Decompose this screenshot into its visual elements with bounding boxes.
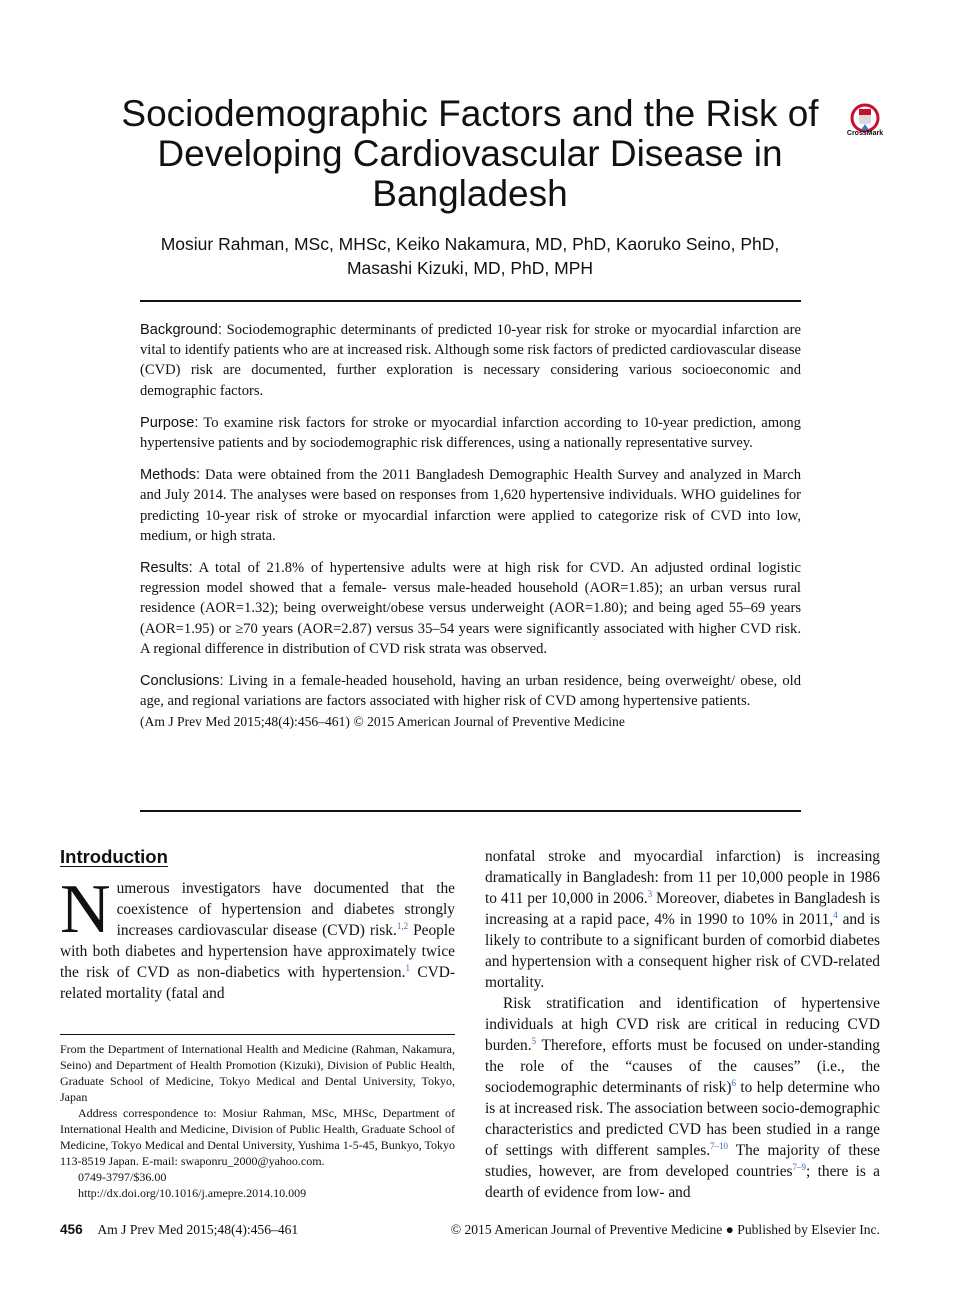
abstract-background (140, 320, 801, 401)
authors-line-1: Mosiur Rahman, MSc, MHSc, Keiko Nakamura, MD, PhD, Kaoruko Seino, PhD, (160, 234, 780, 254)
conclusions-heading: Conclusions: (140, 673, 224, 690)
reference-link[interactable]: 4 (833, 909, 838, 920)
page-number: 456 (60, 1222, 83, 1237)
abstract (140, 320, 801, 731)
conclusions-text: Living in a female-headed household, having an urban residence, being overweight/ obese, old age, and regional variations are factors associated with higher risk of CVD among hypertensive patients. (140, 673, 801, 710)
purpose-heading: Purpose: (140, 414, 199, 431)
background-text: Sociodemographic determinants of predicted 10-year risk for stroke or myocardial infarction are vital to identify patients who are at increased risk. Although some risk factors of predicted cardiovascular disease (CVD) risk are documented, further exploration is necessary considering various socioeconomic and demographic factors. (140, 322, 801, 399)
crossmark-icon[interactable] (848, 103, 882, 143)
reference-link[interactable]: 3 (647, 888, 653, 899)
reference-link[interactable]: 6 (731, 1077, 736, 1088)
intro-r1-text-a: nonfatal stroke and myocardial infarction) is increasing dramatically in Bangladesh: from 11 per 10,000 people in 1986 to 411 per 10,000 in 2006. (485, 848, 880, 907)
background-heading: Background: (140, 322, 222, 338)
intro-r1-text-c: and is likely to contribute to a significant burden of comorbid diabetes and hypertension with a consequent higher risk of CVD-related mortality. (485, 911, 880, 991)
doi-link[interactable]: http://dx.doi.org/10.1016/j.amepre.2014.10.009 (78, 1186, 307, 1200)
reference-link[interactable]: 7–10 (710, 1140, 729, 1151)
reference-link[interactable]: 7–9 (792, 1161, 807, 1172)
intro-r2-text-e: ; there is a dearth of evidence from low- and (485, 1163, 880, 1201)
abstract-results (140, 558, 801, 659)
reference-link[interactable]: 5 (531, 1035, 537, 1046)
drop-cap: N (60, 871, 111, 948)
reference-link[interactable]: 1 (405, 962, 410, 973)
author-list (120, 232, 820, 280)
intro-p1-text-b: People with both diabetes and hypertension have approximately twice the risk of CVD as non-diabetics with hypertension. (60, 922, 455, 981)
right-column (485, 846, 880, 1203)
footer-left (60, 1222, 298, 1238)
introduction-heading: Introduction (60, 846, 168, 867)
abstract-top-rule (140, 300, 801, 302)
results-heading: Results: (140, 560, 193, 577)
intro-p1-text-a: umerous investigators have documented that the coexistence of hypertension and diabetes strongly increases cardiovascular disease (CVD) risk. (116, 880, 455, 939)
crossmark-label: CrossMark (846, 130, 884, 137)
abstract-methods (140, 465, 801, 546)
methods-heading: Methods: (140, 467, 201, 484)
left-column (60, 846, 455, 1004)
intro-r1-text-b: Moreover, diabetes in Bangladesh is increasing at a rapid pace, 4% in 1990 to 10% in 2011, (485, 890, 880, 928)
footer-journal-ref: Am J Prev Med 2015;48(4):456–461 (97, 1222, 299, 1237)
abstract-bottom-rule (140, 810, 801, 812)
intro-r2-text-c: to help determine who is at increased risk. The association between socio-demographic characteristics and predicted CVD has been studied in a range of settings with different samples. (485, 1079, 880, 1159)
journal-citation: (Am J Prev Med 2015;48(4):456–461) © 2015 American Journal of Preventive Medicine (140, 714, 625, 730)
intro-r2-text-b: Therefore, efforts must be focused on under-standing the role of the “causes of the causes” (i.e., the sociodemographic determinants of risk) (485, 1037, 880, 1096)
intro-paragraph-3 (485, 993, 880, 1203)
intro-r2-text-d: The majority of these studies, however, are from developed countries (485, 1142, 880, 1180)
intro-r2-text-a: Risk stratification and identification of hypertensive individuals at high CVD risk are critical in reducing CVD burden. (485, 995, 880, 1054)
intro-p1-text-c: CVD-related mortality (fatal and (60, 964, 455, 1002)
footer-copyright: © 2015 American Journal of Preventive Medicine ● Published by Elsevier Inc. (450, 1222, 880, 1237)
footnote-rule (60, 1034, 455, 1035)
intro-paragraph-2 (485, 846, 880, 993)
methods-text: Data were obtained from the 2011 Bangladesh Demographic Health Survey and analyzed in March and July 2014. The analyses were based on responses from 1,620 hypertensive individuals. WHO guidelines for predicting 10-year risk of stroke or myocardial infarction were applied to categorize risk of CVD into low, medium, or high strata. (140, 467, 801, 544)
affiliation-note: From the Department of International Health and Medicine (Rahman, Nakamura, Seino) and Department of Health Promotion (Kizuki), Division of Public Health, Graduate School of Medicine, Tokyo Medical and Dental University, Tokyo, Japan (60, 1042, 455, 1104)
issn-note: 0749-3797/$36.00 (78, 1170, 167, 1184)
abstract-conclusions (140, 671, 801, 711)
footnotes (60, 1041, 455, 1201)
correspondence-note: Address correspondence to: Mosiur Rahman, MSc, MHSc, Department of International Health and Medicine, Division of Public Health, Graduate School of Medicine, Tokyo Medical and Dental University, Yushima 1-5-45, Bunkyo, Tokyo 113-8519 Japan. E-mail: swaponru_2000@yahoo.com. (60, 1106, 455, 1168)
abstract-purpose (140, 413, 801, 453)
intro-paragraph-1 (60, 871, 455, 1004)
article-title: Sociodemographic Factors and the Risk of Developing Cardiovascular Disease in Bangladesh (121, 93, 819, 214)
authors-line-2: Masashi Kizuki, MD, PhD, MPH (346, 258, 594, 278)
purpose-text: To examine risk factors for stroke or myocardial infarction according to 10-year prediction, among hypertensive patients and by sociodemographic risk differences, using a nationally representative survey. (140, 414, 801, 452)
reference-link[interactable]: 1,2 (396, 920, 409, 931)
results-text: A total of 21.8% of hypertensive adults were at high risk for CVD. An adjusted ordinal logistic regression model showed that a female- versus male-headed household (AOR=1.85); an urban versus rural residence (AOR=1.32); being overweight/obese versus underweight (AOR=1.80); and being aged 55–69 years (AOR=1.95) or ≥70 years (AOR=2.87) versus 35–54 years were significantly associated with higher CVD risk. A regional difference in distribution of CVD risk strata was observed. (140, 560, 801, 657)
